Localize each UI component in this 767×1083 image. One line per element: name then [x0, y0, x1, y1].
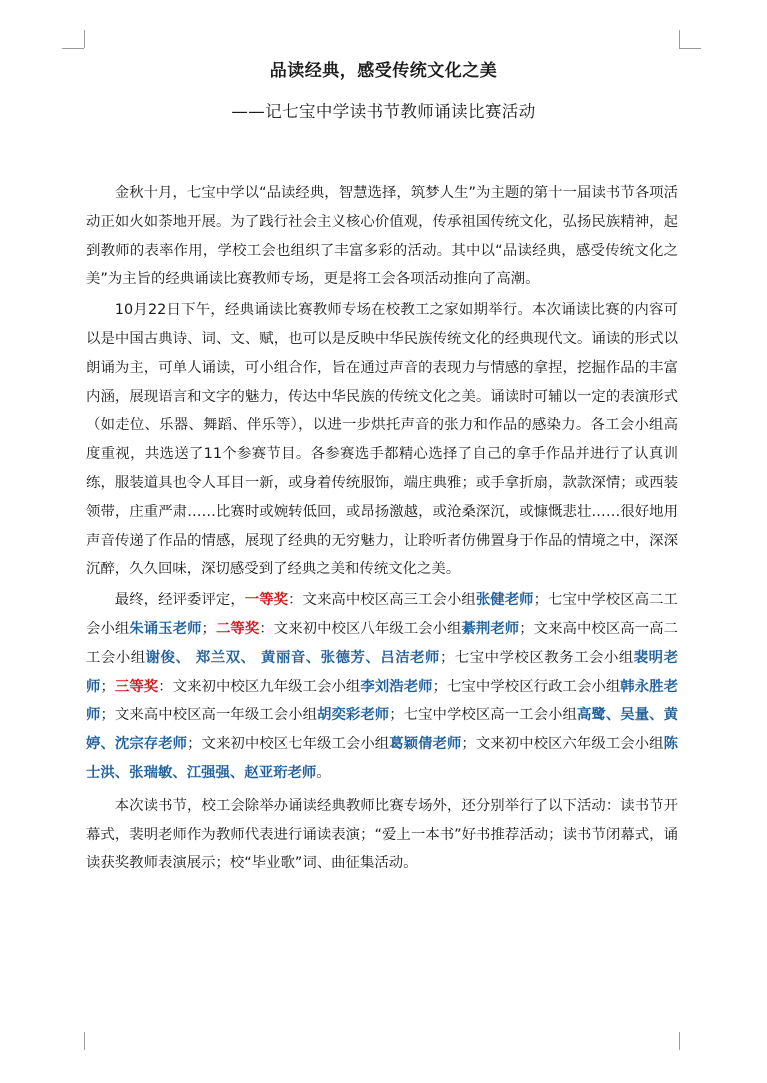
- award-text: ；: [100, 678, 115, 695]
- winner-name: 张健老师: [475, 592, 534, 609]
- crop-mark-top-left: [62, 48, 84, 49]
- page-title: 品读经典，感受传统文化之美: [269, 61, 498, 81]
- award-text: ；: [201, 620, 216, 637]
- winner-name: 胡奕彩老师: [317, 707, 390, 724]
- award-text: ；七宝中学校区高一工会小组: [389, 707, 577, 724]
- crop-mark-bottom-left: [84, 1032, 85, 1050]
- winner-name: 韩永胜老师: [86, 678, 678, 724]
- award-text: ；文来初中校区七年级工会小组: [187, 736, 390, 753]
- paragraph-intro: 金秋十月，七宝中学以“品读经典，智慧选择，筑梦人生”为主题的第十一届读书节各项活动正如火如荼地开展。为了践行社会主义核心价值观，传承祖国传统文化，弘扬民族精神，起到教师的表率作用，学校工会也组织了丰富多彩的活动。其中以“品读经典，感受传统文化之美”为主旨的经典诵读比赛教师专场，更是将工会各项活动推向了高潮。: [86, 185, 678, 288]
- award-text: ；文来初中校区六年级工会小组: [461, 736, 664, 753]
- crop-mark-bottom-right: [679, 1032, 680, 1050]
- award-text: ：文来初中校区九年级工会小组: [158, 678, 361, 695]
- winner-name: 谢俊、 郑兰双、 黄丽音、张德芳、吕洁老师: [145, 649, 440, 666]
- winner-name: 裴明老师: [86, 649, 678, 695]
- award-text: ；文来高中校区高一年级工会小组: [100, 707, 318, 724]
- winner-name: 葛颖倩老师: [389, 736, 462, 753]
- award-text: ；七宝中学校区高二工会小组: [86, 592, 678, 637]
- winner-name: 陈士洪、张瑞敏、江强强、赵亚珩老师: [86, 736, 678, 781]
- paragraph-event: 10月22日下午，经典诵读比赛教师专场在校教工之家如期举行。本次诵读比赛的内容可以是中国古典诗、词、文、赋，也可以是反映中华民族传统文化的经典现代文。诵读的形式以朗诵为主，可单人诵读，可小组合作，旨在通过声音的表现力与情感的拿捏，挖掘作品的丰富内涵，展现语言和文字的魅力，传达中华民族的传统文化之美。诵读时可辅以一定的表演形式（如走位、乐器、舞蹈、伴乐等），以进一步烘托声音的张力和作品的感染力。各工会小组高度重视，共选送了11个参赛节目。各参赛选手都精心选择了自己的拿手作品并进行了认真训练，服装道具也令人耳目一新，或身着传统服饰，端庄典雅；或手拿折扇，款款深情；或西装领带，庄重严肃……比赛时或婉转低回，或昂扬激越，或沧桑深沉，或慷慨悲壮……很好地用声音传递了作品的情感，展现了经典的无穷魅力，让聆听者仿佛置身于作品的情境之中，深深沉醉，久久回味，深切感受到了经典之美和传统文化之美。: [86, 302, 678, 578]
- third-prize-label: 三等奖: [114, 678, 159, 695]
- page-subtitle: ——记七宝中学读书节教师诵读比赛活动: [231, 102, 536, 121]
- first-prize-label: 一等奖: [244, 592, 289, 609]
- award-text: ；文来高中校区高一高二工会小组: [86, 620, 678, 666]
- winner-name: 朱诵玉老师: [129, 620, 202, 637]
- award-text: ；七宝中学校区教务工会小组: [439, 649, 634, 666]
- award-text: ：文来高中校区高三工会小组: [288, 592, 476, 609]
- award-text: ：文来初中校区八年级工会小组: [259, 620, 462, 637]
- winner-name: 綦荆老师: [461, 620, 520, 637]
- second-prize-label: 二等奖: [215, 620, 260, 637]
- crop-mark-top-left: [84, 30, 85, 48]
- winner-name: 高鹭、吴量、黄婷、沈宗存老师: [86, 707, 678, 753]
- document-body: [86, 179, 678, 880]
- crop-mark-top-right: [679, 30, 680, 48]
- paragraph-awards: [86, 586, 678, 788]
- award-text: ；七宝中学校区行政工会小组: [432, 678, 621, 695]
- crop-mark-top-right: [679, 48, 701, 49]
- paragraph-activities: 本次读书节，校工会除举办诵读经典教师比赛专场外，还分别举行了以下活动：读书节开幕式，裴明老师作为教师代表进行诵读表演；“爱上一本书”好书推荐活动；读书节闭幕式，诵读获奖教师表演展示；校“毕业歌”词、曲征集活动。: [86, 797, 678, 872]
- award-text: 最终，经评委评定，: [114, 592, 245, 609]
- award-text: 。: [316, 764, 331, 781]
- winner-name: 李刘浩老师: [360, 678, 433, 695]
